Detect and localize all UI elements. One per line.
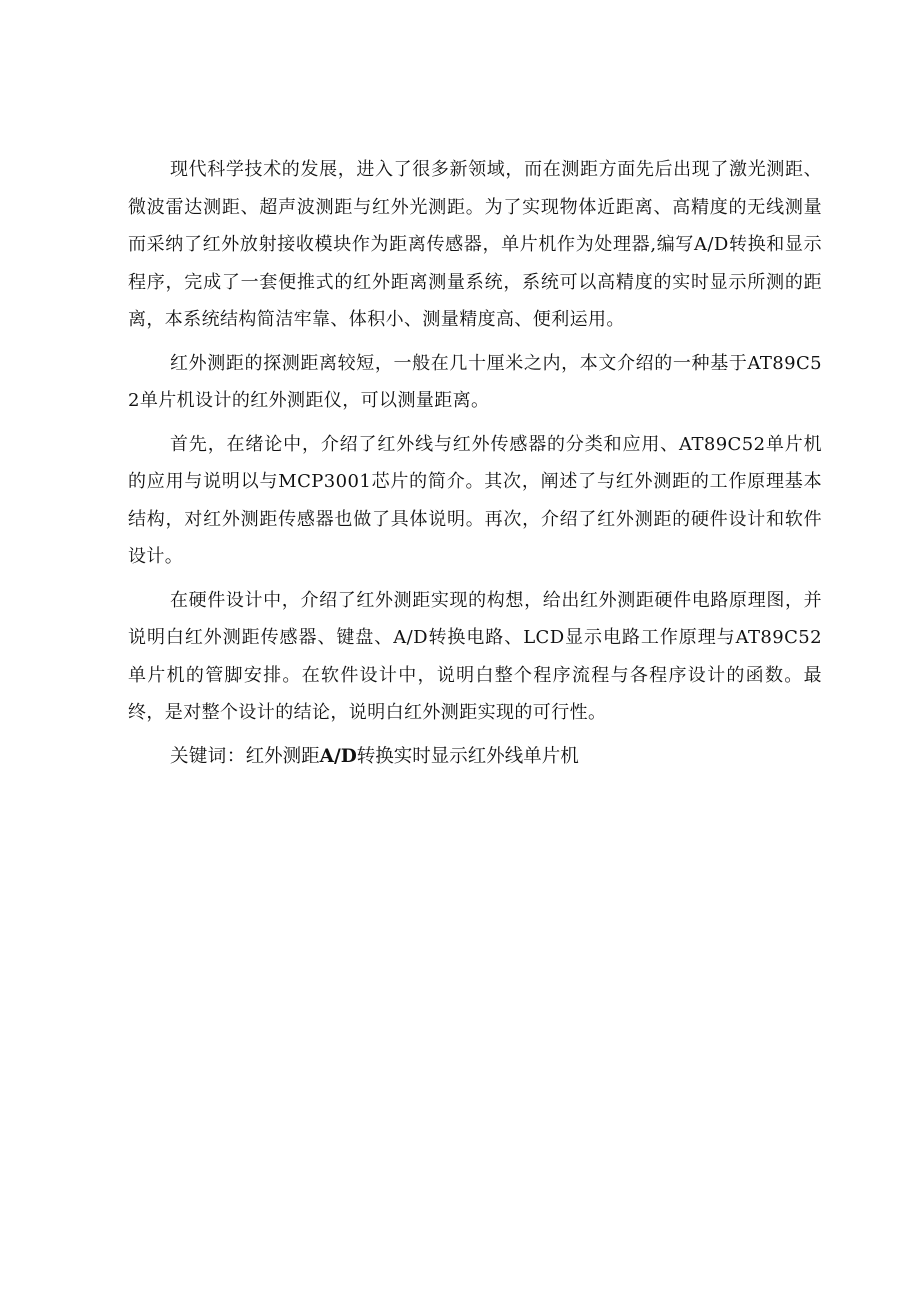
keywords-line xyxy=(128,738,822,776)
abstract-paragraph-3: 首先，在绪论中，介绍了红外线与红外传感器的分类和应用、AT89C52单片机的应用与说明以与MCP3001芯片的简介。其次，阐述了与红外测距的工作原理基本结构，对红外测距传感器也做了具体说明。再次，介绍了红外测距的硬件设计和软件设计。 xyxy=(128,433,822,567)
abstract-paragraph-2: 红外测距的探测距离较短，一般在几十厘米之内，本文介绍的一种基于AT89C52单片机设计的红外测距仪，可以测量距离。 xyxy=(128,352,822,411)
keyword-term-3: 转换实时显示红外线单片机 xyxy=(356,745,579,767)
abstract-paragraph-1: 现代科学技术的发展，进入了很多新领域，而在测距方面先后出现了激光测距、微波雷达测距、超声波测距与红外光测距。为了实现物体近距离、高精度的无线测量而采纳了红外放射接收模块作为距离传感器，单片机作为处理器,编写A/D转换和显示程序，完成了一套便推式的红外距离测量系统，系统可以高精度的实时显示所测的距离，本系统结构简洁牢靠、体积小、测量精度高、便利运用。 xyxy=(128,159,822,330)
keyword-term-1: 红外测距 xyxy=(245,745,320,767)
keyword-term-2: A/D xyxy=(319,745,357,767)
abstract-paragraph-4: 在硬件设计中，介绍了红外测距实现的构想，给出红外测距硬件电路原理图，并说明白红外测距传感器、键盘、A/D转换电路、LCD显示电路工作原理与AT89C52单片机的管脚安排。在软件设计中，说明白整个程序流程与各程序设计的函数。最终，是对整个设计的结论，说明白红外测距实现的可行性。 xyxy=(128,589,822,723)
abstract-body xyxy=(128,151,822,775)
keywords-label: 关键词： xyxy=(170,745,246,767)
